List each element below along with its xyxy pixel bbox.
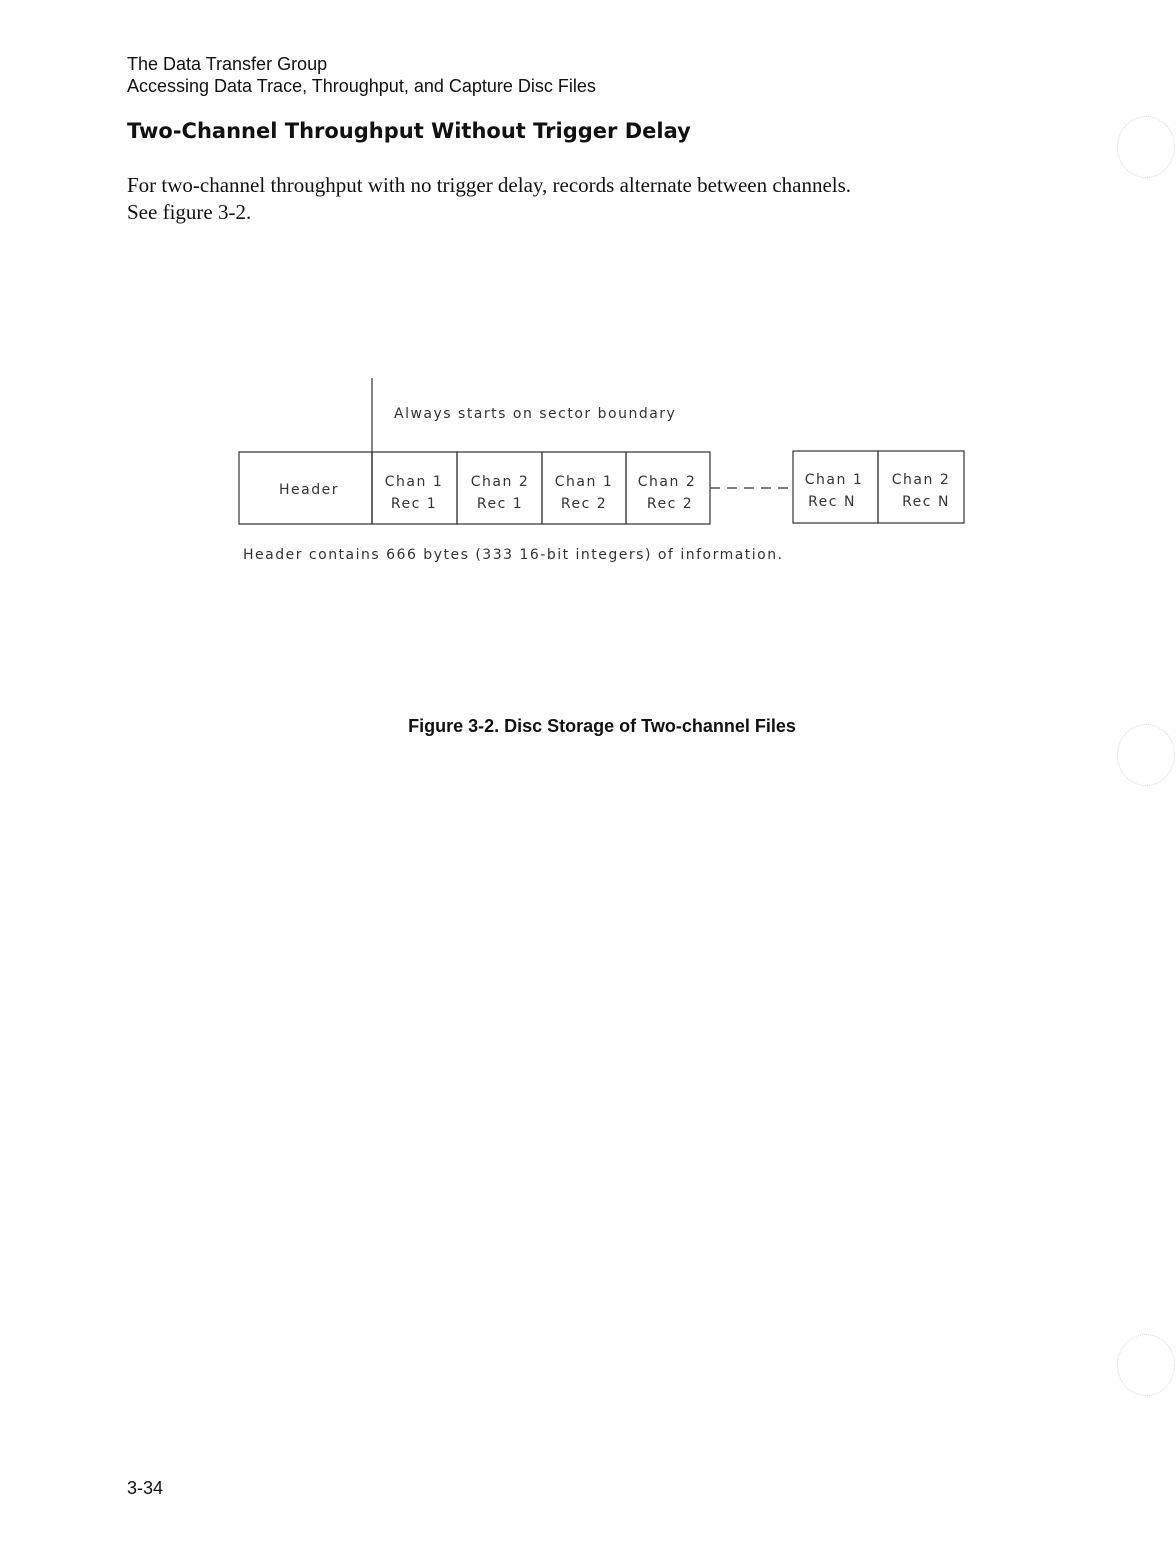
running-head-section: Accessing Data Trace, Throughput, and Capture Disc Files [127, 76, 596, 96]
record-2-rec: Rec 1 [476, 496, 524, 512]
figure-caption: Figure 3-2. Disc Storage of Two-channel Files [408, 716, 796, 736]
header-note: Header contains 666 bytes (333 16-bit integers) of information. [243, 547, 784, 563]
record-3-rec: Rec 2 [560, 496, 608, 512]
tail-record-2-rec: Rec N [902, 494, 950, 510]
record-4-rec: Rec 2 [646, 496, 694, 512]
record-1-rec: Rec 1 [390, 496, 438, 512]
record-4-chan: Chan 2 [637, 474, 697, 490]
disc-storage-diagram [0, 0, 1176, 620]
header-label: Header [279, 482, 339, 498]
record-3-chan: Chan 1 [554, 474, 614, 490]
record-2-chan: Chan 2 [470, 474, 530, 490]
boundary-label: Always starts on sector boundary [394, 406, 677, 422]
body-line-2: See figure 3-2. [127, 200, 252, 224]
tail-record-1-rec: Rec N [808, 494, 856, 510]
punch-hole-mark [1117, 116, 1175, 178]
section-title: Two-Channel Throughput Without Trigger Delay [127, 119, 691, 143]
tail-record-1-chan: Chan 1 [804, 472, 864, 488]
body-line-1: For two-channel throughput with no trigger delay, records alternate between channels. [127, 173, 852, 197]
tail-record-2-chan: Chan 2 [891, 472, 951, 488]
running-head-chapter: The Data Transfer Group [127, 54, 328, 74]
punch-hole-mark [1117, 724, 1175, 786]
diagram-canvas [0, 0, 1176, 620]
record-1-chan: Chan 1 [384, 474, 444, 490]
page-number: 3-34 [127, 1478, 164, 1498]
punch-hole-mark [1117, 1334, 1175, 1396]
